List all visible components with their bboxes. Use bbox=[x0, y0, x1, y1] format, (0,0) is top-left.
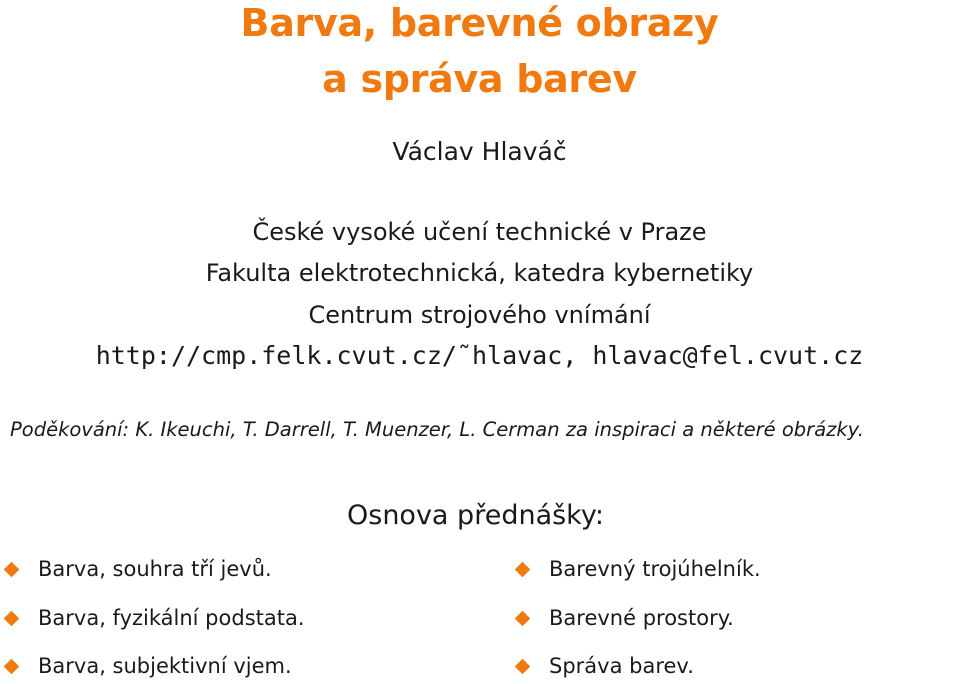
outline-item-label: Barva, subjektivní vjem. bbox=[38, 654, 292, 678]
outline-item bbox=[0, 606, 305, 630]
outline-item bbox=[511, 654, 694, 678]
diamond-bullet-icon bbox=[4, 658, 20, 674]
outline-heading: Osnova přednášky: bbox=[347, 500, 604, 531]
outline-item-label: Barevné prostory. bbox=[549, 606, 734, 630]
outline-item bbox=[511, 606, 734, 630]
outline-item-label: Barva, souhra tří jevů. bbox=[38, 557, 272, 581]
diamond-bullet-icon bbox=[4, 561, 20, 577]
outline-item-label: Správa barev. bbox=[549, 654, 694, 678]
outline-item-label: Barva, fyzikální podstata. bbox=[38, 606, 305, 630]
diamond-bullet-icon bbox=[515, 658, 531, 674]
faculty-name: Fakulta elektrotechnická, katedra kybernetiky bbox=[205, 259, 754, 287]
diamond-bullet-icon bbox=[4, 610, 20, 626]
outline-item-label: Barevný trojúhelník. bbox=[549, 557, 761, 581]
university-name: České vysoké učení technické v Praze bbox=[252, 218, 707, 246]
outline-item bbox=[511, 557, 761, 581]
center-name: Centrum strojového vnímání bbox=[308, 301, 651, 329]
diamond-bullet-icon bbox=[515, 610, 531, 626]
title-line-1: Barva, barevné obrazy bbox=[240, 1, 719, 45]
diamond-bullet-icon bbox=[515, 561, 531, 577]
contact-links[interactable]: http://cmp.felk.cvut.cz/˜hlavac, hlavac@fel.cvut.cz bbox=[95, 341, 864, 370]
author-name: Václav Hlaváč bbox=[392, 137, 567, 166]
acknowledgement: Poděkování: K. Ikeuchi, T. Darrell, T. Muenzer, L. Cerman za inspiraci a některé obrázky. bbox=[10, 418, 864, 441]
outline-item bbox=[0, 557, 272, 581]
title-line-2: a správa barev bbox=[322, 57, 637, 101]
outline-item bbox=[0, 654, 292, 678]
